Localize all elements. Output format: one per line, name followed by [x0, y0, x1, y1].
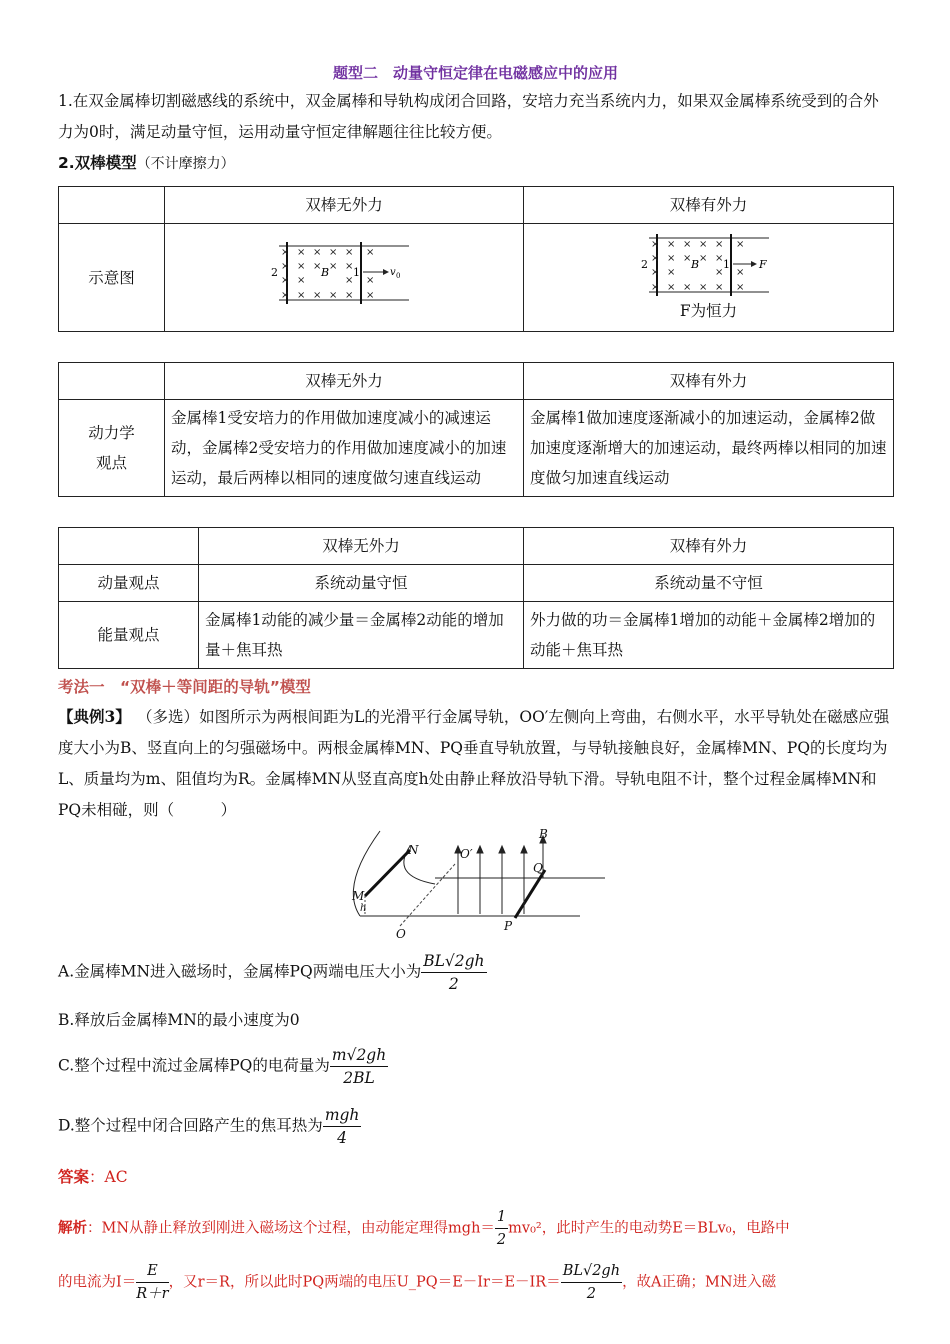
svg-text:×: ×	[313, 289, 322, 301]
analysis-frac-current-den: R＋r	[136, 1286, 169, 1302]
svg-text:×: ×	[735, 281, 744, 293]
svg-text:×: ×	[345, 260, 354, 272]
table2-row-label-line1: 动力学	[88, 424, 135, 442]
table2-cell-no-force: 金属棒1受安培力的作用做加速度减小的减速运动，金属棒2受安培力的作用做加速度减小的加速运动，最后两棒以相同的速度做匀速直线运动	[165, 400, 524, 497]
example-figure	[58, 826, 893, 948]
example-type: （多选）	[144, 708, 200, 726]
diagram-left-label-1: 1	[353, 265, 360, 279]
option-b[interactable]	[58, 1004, 893, 1036]
analysis-frac-current	[136, 1260, 168, 1305]
option-c-text: C.整个过程中流过金属棒PQ的电荷量为	[58, 1056, 330, 1075]
diagram-left-svg	[269, 238, 419, 308]
svg-text:×: ×	[366, 274, 375, 286]
analysis-line1-b: mv₀²，此时产生的电动势E＝BLv₀，电路中	[508, 1220, 790, 1237]
option-c-fraction	[330, 1044, 388, 1089]
option-d-numerator: mgh	[323, 1104, 362, 1127]
svg-text:×: ×	[329, 260, 338, 272]
diagram-with-external-force	[524, 224, 894, 332]
svg-text:×: ×	[650, 238, 659, 250]
svg-text:×: ×	[714, 252, 723, 264]
answer-line	[58, 1162, 893, 1192]
diagram-left-label-v-sub: 0	[396, 271, 401, 280]
svg-text:×: ×	[345, 246, 354, 258]
svg-text:×: ×	[698, 252, 707, 264]
svg-text:×: ×	[666, 281, 675, 293]
option-c[interactable]	[58, 1044, 893, 1092]
fig-label-Q: Q	[533, 861, 543, 875]
analysis-line1-a: ：MN从静止释放到刚进入磁场这个过程，由动能定理得mgh＝	[87, 1220, 495, 1237]
page	[58, 0, 893, 1310]
svg-text:×: ×	[297, 260, 306, 272]
svg-text:×: ×	[345, 274, 354, 286]
section-2-note: （不计摩擦力）	[136, 156, 235, 172]
table3-corner	[59, 528, 199, 565]
diagram-right-svg	[639, 232, 779, 298]
svg-text:×: ×	[714, 281, 723, 293]
svg-text:×: ×	[714, 238, 723, 250]
table-momentum-energy	[58, 527, 894, 669]
answer-value: AC	[104, 1168, 128, 1186]
fig-label-B: B	[539, 827, 548, 841]
section-2-heading	[58, 148, 893, 180]
diagram-right-label-F: F	[758, 257, 767, 271]
svg-text:×: ×	[650, 266, 659, 278]
table1-col2-header: 双棒有外力	[524, 187, 894, 224]
analysis-frac-current-num: E	[136, 1260, 168, 1283]
fig-label-P: P	[504, 919, 513, 933]
fig-label-N: N	[408, 843, 419, 857]
fig-label-h: h	[360, 903, 367, 914]
table3-row2-cell1: 金属棒1动能的减少量＝金属棒2动能的增加量＋焦耳热	[199, 602, 524, 669]
section-2-label: 2.双棒模型	[58, 154, 137, 172]
option-a[interactable]	[58, 950, 893, 996]
diagram-right-label-2: 2	[640, 257, 648, 271]
intro-paragraph: 1.在双金属棒切割磁感线的系统中，双金属棒和导轨构成闭合回路，安培力充当系统内力，如果双金属棒系统受到的合外力为0时，满足动量守恒，运用动量守恒定律解题往往比较方便。	[58, 92, 879, 141]
svg-text:×: ×	[682, 281, 691, 293]
svg-text:×: ×	[329, 246, 338, 258]
svg-text:×: ×	[650, 281, 659, 293]
table2-col1-header: 双棒无外力	[165, 363, 524, 400]
answer-label: 答案	[58, 1168, 90, 1186]
svg-text:×: ×	[297, 289, 306, 301]
option-d-denominator: 4	[337, 1129, 348, 1147]
svg-text:×: ×	[735, 266, 744, 278]
table2-row-label-line2: 观点	[95, 454, 127, 472]
fig-label-O-prime: O′	[460, 847, 473, 861]
example-question	[58, 701, 893, 826]
diagram-no-external-force	[165, 224, 524, 332]
page-title: 题型二 动量守恒定律在电磁感应中的应用	[332, 64, 618, 82]
option-d-text: D.整个过程中闭合回路产生的焦耳热为	[58, 1116, 323, 1135]
svg-text:×: ×	[666, 266, 675, 278]
svg-text:×: ×	[366, 289, 375, 301]
svg-text:×: ×	[313, 246, 322, 258]
analysis-frac-voltage	[561, 1260, 622, 1305]
table1-row-label: 示意图	[59, 224, 165, 332]
table3-row2-cell2: 外力做的功＝金属棒1增加的动能＋金属棒2增加的动能＋焦耳热	[524, 602, 894, 669]
method-heading: 考法一 “双棒＋等间距的导轨”模型	[58, 678, 311, 696]
table2-row-label	[59, 400, 165, 497]
option-a-text: A.金属棒MN进入磁场时，金属棒PQ两端电压大小为	[58, 962, 422, 981]
svg-text:×: ×	[281, 260, 290, 272]
diagram-left-label-2: 2	[271, 265, 278, 279]
fig-label-O: O	[396, 927, 406, 941]
table3-row2-label: 能量观点	[59, 602, 199, 669]
option-a-numerator: BL√2gh	[421, 950, 486, 973]
diagram-right-caption: F为恒力	[679, 301, 738, 320]
svg-text:×: ×	[682, 252, 691, 264]
answer-colon: ：	[89, 1168, 105, 1186]
option-b-text: B.释放后金属棒MN的最小速度为0	[58, 1011, 300, 1029]
table-dynamics	[58, 362, 894, 497]
table3-row1-label: 动量观点	[59, 565, 199, 602]
analysis-frac-half	[495, 1206, 508, 1251]
option-c-numerator: m√2gh	[330, 1044, 388, 1067]
example-tag: 【典例3】	[58, 707, 131, 726]
svg-text:×: ×	[698, 238, 707, 250]
svg-text:×: ×	[666, 238, 675, 250]
table2-col2-header: 双棒有外力	[524, 363, 894, 400]
svg-text:×: ×	[297, 274, 306, 286]
option-a-denominator: 2	[448, 975, 459, 993]
analysis-frac-half-num: 1	[495, 1206, 508, 1229]
table3-col2-header: 双棒有外力	[524, 528, 894, 565]
analysis-frac-voltage-den: 2	[586, 1286, 596, 1302]
analysis-line-1	[58, 1206, 893, 1252]
table-diagrams	[58, 186, 894, 332]
fig-label-M: M	[352, 889, 365, 903]
diagram-right-label-B: B	[690, 257, 699, 271]
table3-row1-cell1: 系统动量守恒	[199, 565, 524, 602]
analysis-frac-half-den: 2	[496, 1232, 507, 1248]
analysis-label: 解析	[58, 1220, 87, 1237]
svg-text:×: ×	[682, 238, 691, 250]
analysis-line2-a: 的电流为I＝	[58, 1274, 137, 1291]
analysis-frac-voltage-num: BL√2gh	[561, 1260, 622, 1283]
table1-col1-header: 双棒无外力	[165, 187, 524, 224]
svg-text:×: ×	[313, 260, 322, 272]
svg-text:×: ×	[329, 289, 338, 301]
svg-text:×: ×	[666, 252, 675, 264]
svg-text:×: ×	[650, 252, 659, 264]
svg-text:×: ×	[698, 281, 707, 293]
analysis-line-2	[58, 1260, 893, 1310]
option-d-fraction	[323, 1104, 362, 1149]
option-d[interactable]	[58, 1104, 893, 1150]
table3-col1-header: 双棒无外力	[199, 528, 524, 565]
rails-diagram-svg	[340, 826, 640, 948]
table1-corner	[59, 187, 165, 224]
svg-text:×: ×	[735, 238, 744, 250]
svg-text:×: ×	[297, 246, 306, 258]
diagram-left-label-v: v	[390, 266, 396, 278]
table2-cell-with-force: 金属棒1做加速度逐渐减小的加速运动，金属棒2做加速度逐渐增大的加速运动，最终两棒以相同的加速度做匀加速直线运动	[524, 400, 894, 497]
table3-row1-cell2: 系统动量不守恒	[524, 565, 894, 602]
table2-corner	[59, 363, 165, 400]
diagram-right-label-1: 1	[722, 257, 730, 271]
analysis-line2-b: ，又r＝R，所以此时PQ两端的电压U_PQ＝E－Ir＝E－IR＝	[168, 1274, 561, 1291]
option-a-fraction	[421, 950, 486, 995]
svg-text:×: ×	[345, 289, 354, 301]
option-c-denominator: 2BL	[343, 1069, 375, 1087]
example-text: 如图所示为两根间距为L的光滑平行金属导轨，OO′左侧向上弯曲，右侧水平，水平导轨处在磁感应强度大小为B、竖直向上的匀强磁场中。两根金属棒MN、PQ垂直导轨放置，与导轨接触良好，金属棒MN、PQ的长度均为L、质量均为m、阻值均为R。金属棒MN从竖直高度h处由静止释放沿导轨下滑。导轨电阻不计，整个过程金属棒MN和PQ未相碰，则（ ）	[58, 708, 890, 819]
svg-text:×: ×	[281, 289, 290, 301]
svg-text:×: ×	[714, 266, 723, 278]
svg-text:×: ×	[366, 246, 375, 258]
svg-text:×: ×	[281, 274, 290, 286]
diagram-left-label-B: B	[321, 265, 330, 279]
analysis-line2-c: ，故A正确；MN进入磁	[622, 1274, 777, 1291]
svg-text:×: ×	[281, 246, 290, 258]
